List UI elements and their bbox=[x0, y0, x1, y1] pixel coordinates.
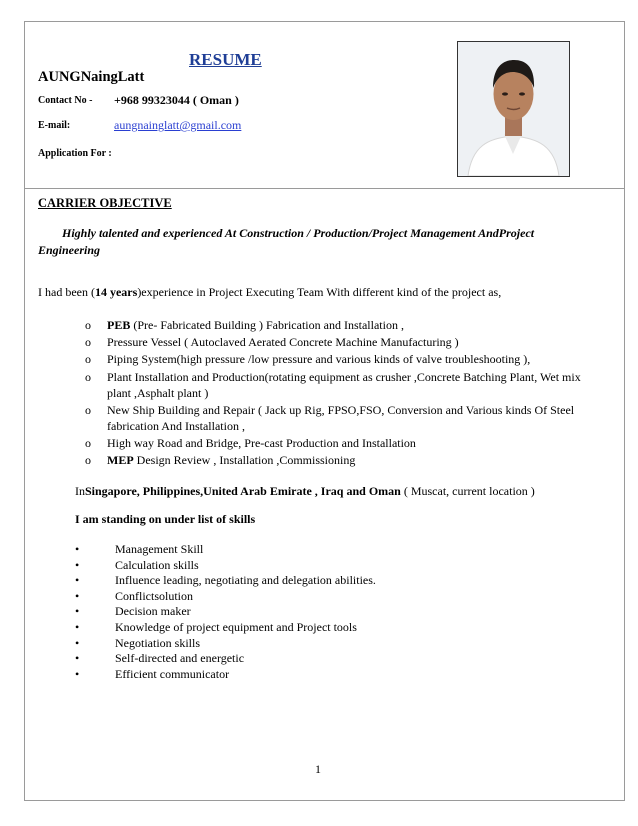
bullet-icon: • bbox=[75, 651, 80, 666]
project-item bbox=[85, 435, 595, 451]
bullet-icon: • bbox=[75, 619, 80, 634]
page-number: 1 bbox=[315, 762, 321, 776]
profile-photo-image bbox=[458, 42, 569, 176]
bullet-icon: • bbox=[75, 588, 80, 603]
skills-list bbox=[75, 542, 376, 682]
bullet-icon: • bbox=[75, 635, 80, 650]
project-item-text: (Pre- Fabricated Building ) Fabrication and Installation , bbox=[130, 318, 404, 332]
resume-title: RESUME bbox=[189, 50, 262, 69]
project-item bbox=[85, 452, 595, 468]
skill-item bbox=[75, 589, 376, 605]
email-row bbox=[38, 118, 242, 132]
skill-text: Management Skill bbox=[115, 542, 204, 556]
experience-years: 14 years bbox=[94, 285, 138, 299]
skill-item bbox=[75, 636, 376, 652]
skill-text: Negotiation skills bbox=[115, 635, 200, 650]
bullet-icon: • bbox=[75, 666, 80, 681]
project-item bbox=[85, 369, 595, 401]
circle-bullet-icon: o bbox=[85, 435, 91, 450]
skill-item bbox=[75, 620, 376, 636]
skill-text: Efficient communicator bbox=[115, 666, 230, 681]
email-label: E-mail: bbox=[38, 120, 71, 131]
project-item-text: High way Road and Bridge, Pre-cast Production and Installation bbox=[107, 435, 416, 450]
skill-item bbox=[75, 573, 376, 589]
project-item-bold: PEB bbox=[107, 318, 131, 332]
project-item bbox=[85, 317, 595, 333]
location-countries: Singapore, Philippines,United Arab Emirate , Iraq and Oman bbox=[85, 484, 401, 498]
contact-label: Contact No - bbox=[38, 95, 93, 106]
bullet-icon: • bbox=[75, 573, 80, 588]
project-item-text: Design Review , Installation ,Commissioning bbox=[133, 453, 356, 468]
skill-text: Calculation skills bbox=[115, 557, 199, 572]
circle-bullet-icon: o bbox=[85, 453, 91, 468]
location-suffix: ( Muscat, current location ) bbox=[400, 484, 535, 498]
contact-row bbox=[38, 93, 239, 107]
skill-text: Decision maker bbox=[115, 604, 191, 619]
skill-text: Influence leading, negotiating and delegation abilities. bbox=[115, 573, 376, 588]
experience-paragraph bbox=[38, 285, 501, 300]
objective-text: Highly talented and experienced At Construction / Production/Project Management AndProject Engineering bbox=[38, 226, 535, 257]
experience-prefix: I had been ( bbox=[38, 285, 95, 299]
project-item-text: New Ship Building and Repair ( Jack up Rig, FPSO,FSO, Conversion and Various kinds Of Steel fabrication And Installation , bbox=[107, 402, 575, 433]
experience-suffix: )experience in Project Executing Team With different kind of the project as, bbox=[137, 285, 502, 299]
skill-item bbox=[75, 604, 376, 620]
resume-page bbox=[24, 21, 625, 801]
circle-bullet-icon: o bbox=[85, 335, 91, 350]
location-prefix: In bbox=[75, 484, 85, 498]
bullet-icon: • bbox=[75, 604, 80, 619]
project-item-bold: MEP bbox=[107, 453, 134, 468]
objective-heading: CARRIER OBJECTIVE bbox=[38, 196, 172, 210]
skill-item bbox=[75, 558, 376, 574]
contact-value: +968 99323044 ( Oman ) bbox=[114, 93, 239, 107]
project-item bbox=[85, 402, 595, 434]
skill-text: Knowledge of project equipment and Project tools bbox=[115, 619, 357, 634]
skill-text: Conflictsolution bbox=[115, 588, 193, 603]
circle-bullet-icon: o bbox=[85, 369, 91, 384]
project-item bbox=[85, 351, 595, 367]
project-item-text: Piping System(high pressure /low pressure and various kinds of valve troubleshooting ), bbox=[107, 352, 531, 367]
skill-item bbox=[75, 667, 376, 683]
bullet-icon: • bbox=[75, 542, 80, 556]
skill-item bbox=[75, 542, 376, 558]
skill-item bbox=[75, 651, 376, 667]
resume-header bbox=[25, 22, 624, 189]
project-item-text: Pressure Vessel ( Autoclaved Aerated Concrete Machine Manufacturing ) bbox=[107, 335, 459, 350]
circle-bullet-icon: o bbox=[85, 402, 91, 417]
bullet-icon: • bbox=[75, 557, 80, 572]
applicant-name: AUNGNaingLatt bbox=[38, 69, 145, 85]
project-item-text: Plant Installation and Production(rotating equipment as crusher ,Concrete Batching Plant, Wet mix plant ,Asphalt plant ) bbox=[107, 369, 581, 400]
project-list bbox=[85, 317, 595, 469]
application-row bbox=[38, 148, 112, 159]
application-label: Application For : bbox=[38, 148, 112, 159]
project-item bbox=[85, 334, 595, 350]
location-line bbox=[75, 484, 535, 499]
circle-bullet-icon: o bbox=[85, 352, 91, 367]
email-link[interactable]: aungnainglatt@gmail.com bbox=[114, 118, 242, 132]
skill-text: Self-directed and energetic bbox=[115, 651, 245, 666]
skills-heading: I am standing on under list of skills bbox=[75, 512, 256, 526]
circle-bullet-icon: o bbox=[85, 318, 91, 332]
profile-photo bbox=[457, 41, 570, 177]
